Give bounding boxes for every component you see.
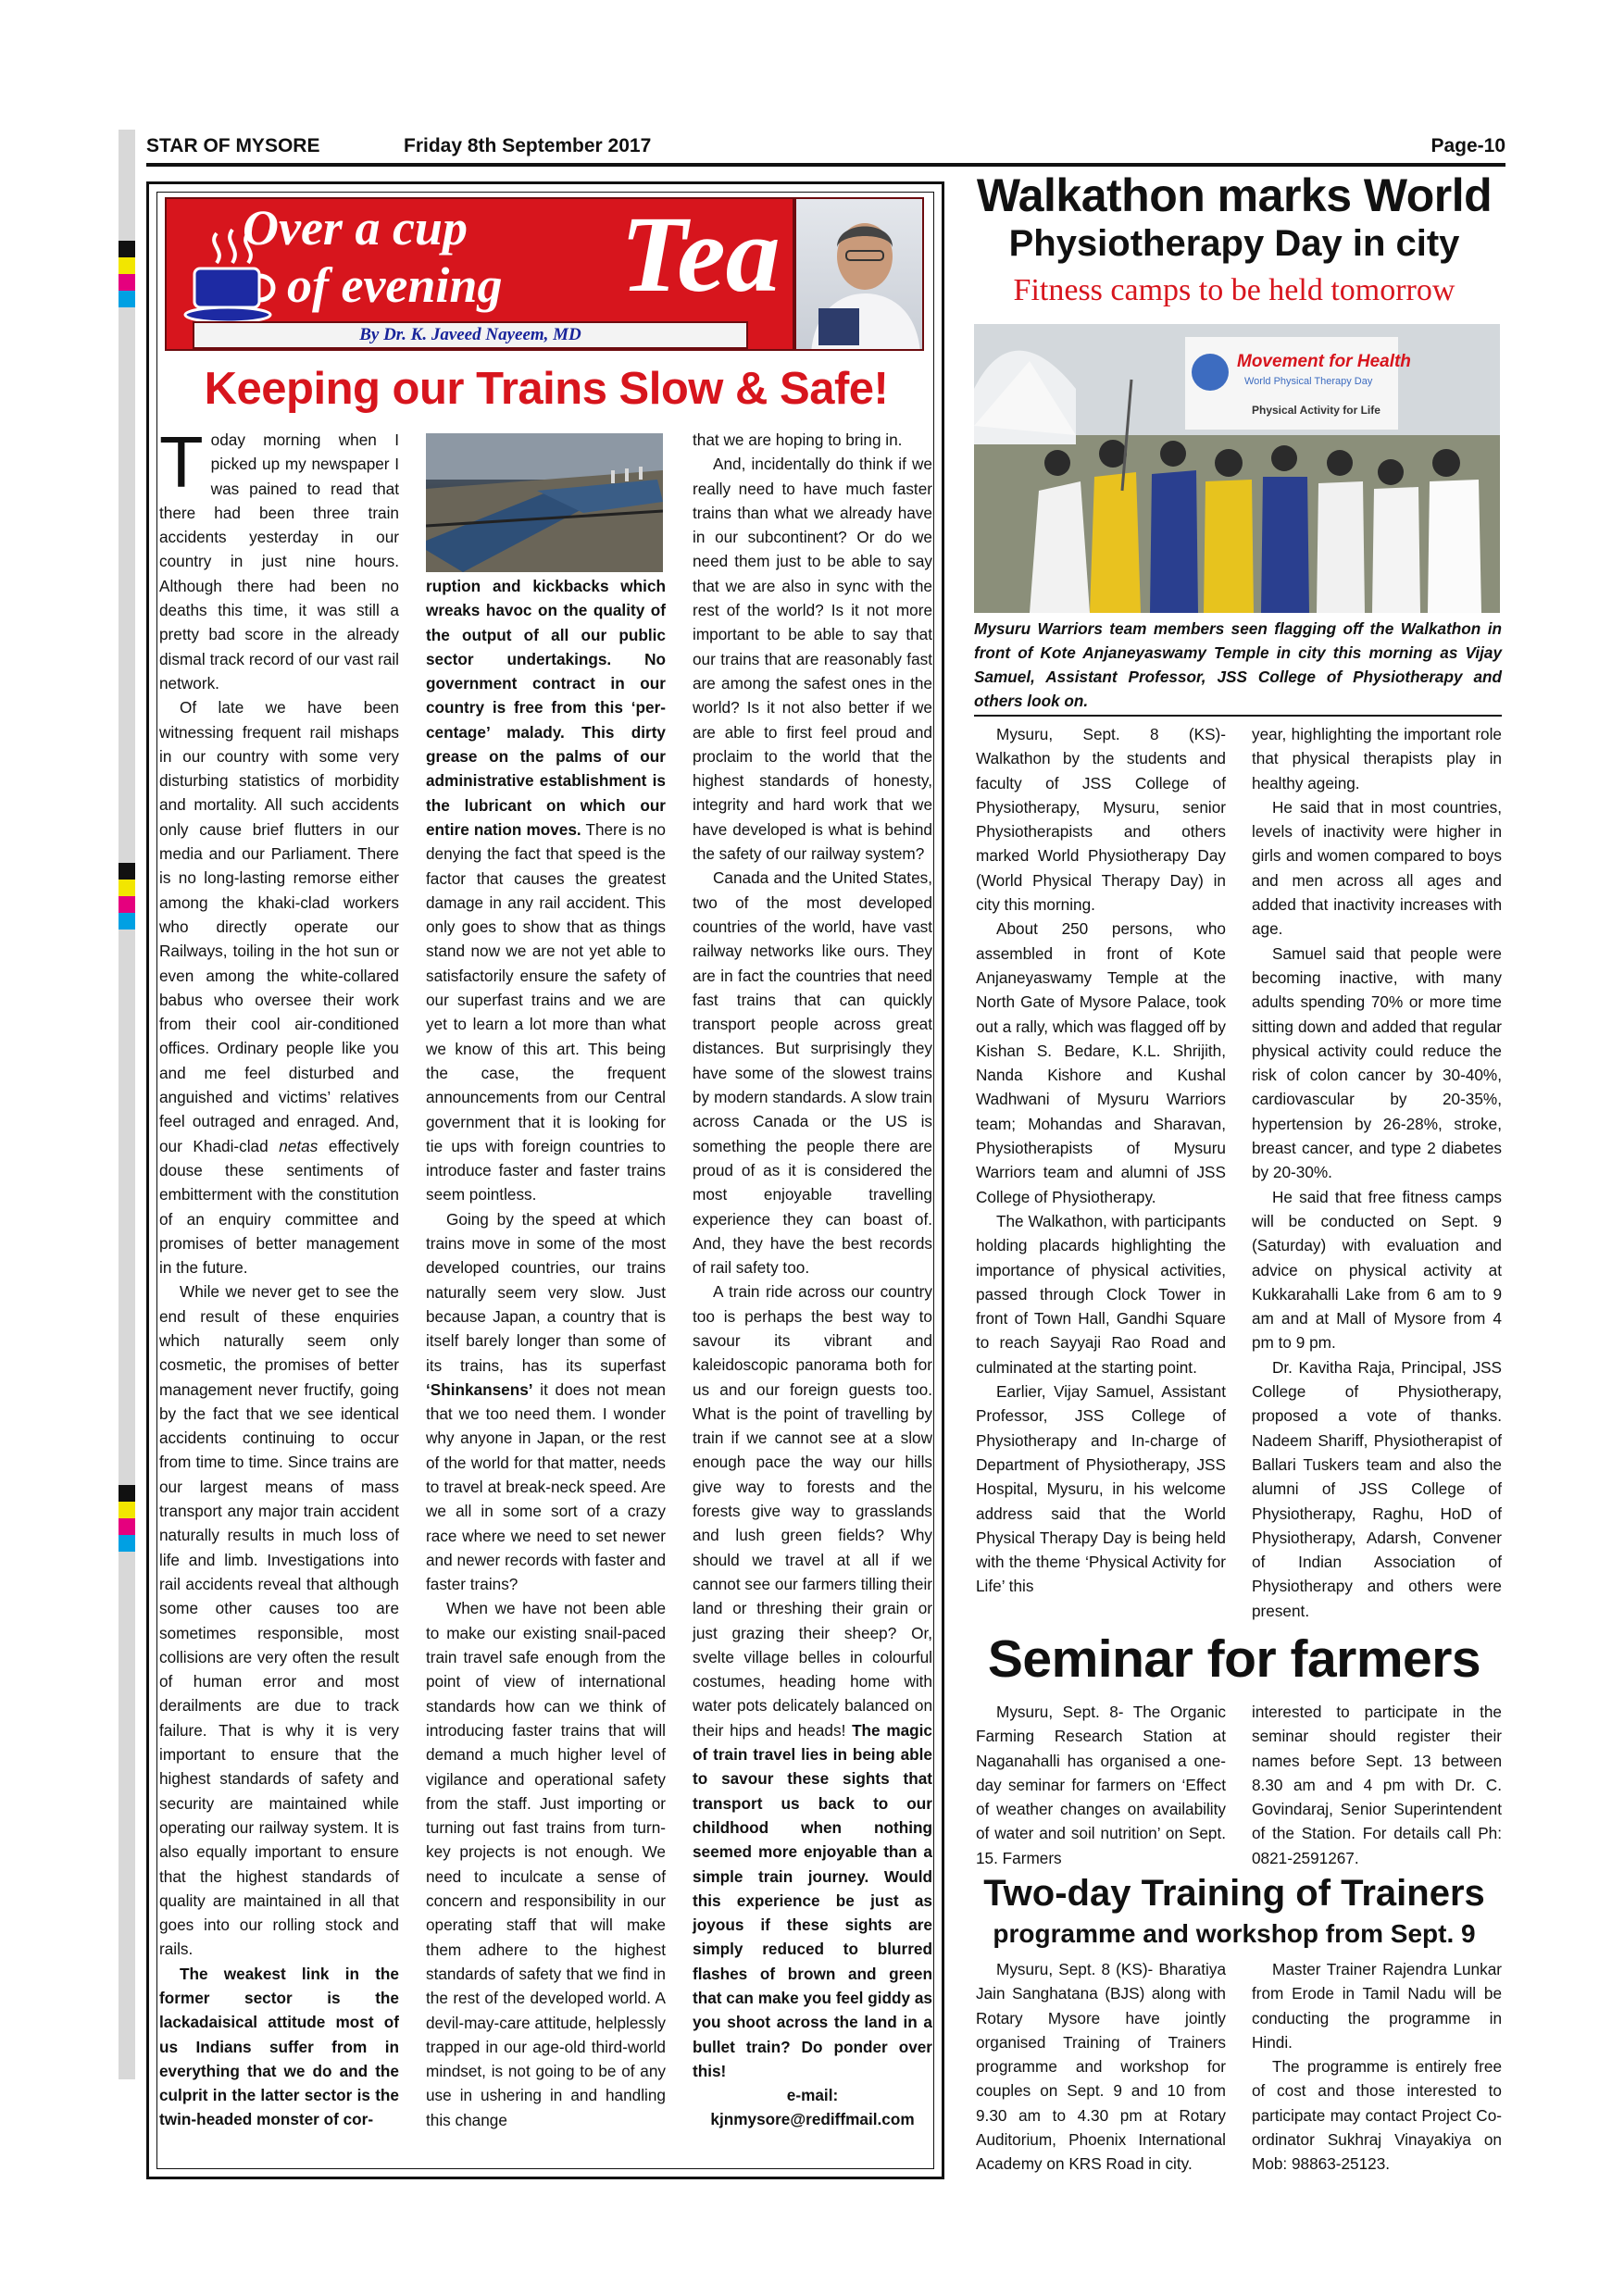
article-paragraph: Mysuru, Sept. 8- The Organic Farming Research Station at Naganahalli has organised a one-day seminar for farmers on ‘Effect of weather changes on availability of water and soil nutrition’ on Sept. 15. Farmers (976, 1703, 1226, 1867)
seminar-text-1 (976, 1700, 1226, 1870)
article-paragraph: And, incidentally do think if we really need to have much faster trains than what we already have in our subcontinent? Or do we need them just to be able to say that we are also in sync with the rest of the world? Is it not more important to be able to say that our trains that are reasonably fast are among the safest ones in the world? Is it not also better if we are able to first feel proud and proclaim to the world that the highest standards of honesty, integrity and hard work that we have developed is what is behind the safety of our railway system? (693, 455, 932, 864)
article-paragraph: When we have not been able to make our existing snail-paced train travel safe enough from the point of view of international standards how can we think of introducing faster trains that will demand a much higher level of vigilance and operational safety from the staff. Just importing or turning out fast trains from turn-key projects is not enough. We need to inculcate a sense of concern and responsibility in our operating staff that will make them adhere to the highest standards of safety that we find in the rest of the developed world. A devil-may-care attitude, helplessly trapped in our age-old third-world mindset, is not going to be of any use in ushering in and handling this change (426, 1599, 666, 2129)
article-paragraph: Earlier, Vijay Samuel, Assistant Professor, JSS College of Physiotherapy and In-charge of Department of Physiotherapy, JSS Hospital, Mysuru, in his welcome address said that the World Physical Therapy Day is being held with the theme ‘Physical Activity for Life’ this (976, 1382, 1226, 1596)
article-paragraph: The Walkathon, with participants holding placards highlighting the importance of physical activities, passed through Clock Tower in front of Town Hall, Gandhi Square to reach Sayyaji Rao Road and culminated at the starting point. (976, 1211, 1226, 1377)
column-headline: Keeping our Trains Slow & Safe! (204, 364, 889, 414)
article-paragraph: Of late we have been witnessing frequent rail mishaps in our country with some very disturbing statistics of morbidity and mortality. All such accidents only cause brief flutters in our media and our Parliament. There is no long-lasting remorse either among the khaki-clad workers who directly operate our Railways, toiling in the hot sun or even among the white-collared babus who oversee their work from their cool air-conditioned offices. Ordinary people like you and me feel disturbed and anguished and victims’ relatives feel outraged and enraged. And, our Khadi-clad netas effectively douse these sentiments of embitterment with the constitution of an enquiry committee and promises of better management in the future. (159, 698, 399, 1278)
placard-title: Movement for Health (1237, 352, 1411, 371)
article-paragraph: The programme is entirely free of cost and those interested to participate may contact Project Co-ordinator Sukhraj Vinayakiya on Mob: 98863-25123. (1252, 2057, 1502, 2174)
email-label: e-mail: (786, 2086, 839, 2105)
article-paragraph: Going by the speed at which trains move in some of the most developed countries, our trains naturally seem very slow. Just because Japan, a country that is itself barely longer than some of its trains, has its superfast ‘Shinkansens’ it does not mean that we too need them. I wonder why anyone in Japan, or the rest of the world for that matter, needs to travel at break-neck speed. Are we all in some sort of a crazy race where we need to set newer and newer records with faster and faster trains? (426, 1209, 666, 1594)
article-paragraph: A train ride across our country too is perhaps the best way to savour its vibrant and kaleidoscopic panorama both for us and our foreign guests too. What is the point of travelling by train if we cannot see at a slow enough pace the way our hills give way to forests and the forests give way to grasslands and lush green fields? Why should we travel at all if we cannot see our farmers tilling their land or threshing their grain or just grazing their sheep? Or, svelte village belles in colourful costumes, heading home with water pots delicately balanced on their hips and heads! The magic of train travel lies in being able to savour these sights that transport us back to our childhood when nothing seemed more enjoyable than a simple train journey. Would this experience be just as joyous if these sights are simply reduced to blurred flashes of brown and green that can make you feel giddy as you shoot across the land in a bullet train? Do ponder over this! (693, 1282, 932, 2080)
column-text-2 (426, 574, 666, 2132)
banner-line-1: Over a cup (243, 200, 468, 256)
article-paragraph: Samuel said that people were becoming inactive, with many adults spending 70% or more time sitting down and added that regular physical activity could reduce the risk of colon cancer by 30-40%, cardiovascular by 20-35%, hypertension by 26-28%, stroke, breast cancer, and type 2 diabetes by 20-30%. (1252, 943, 1502, 1182)
seminar-text-2 (1252, 1700, 1502, 1870)
article-paragraph: interested to participate in the seminar should register their names before Sept. 13 between 8.30 am and 4 pm with Dr. C. Govindaraj, Senior Superintendent of the Station. For details call Ph: 0821-2591267. (1252, 1703, 1502, 1867)
article-paragraph: While we never get to see the end result of these enquiries which naturally seem only cosmetic, the promises of better management never fructify, going by the fact that we see identical accidents continuing to occur from time to time. Since trains are our largest means of mass transport any major train accident naturally results in much loss of life and limb. Investigations into rail accidents reveal that although some other causes too are sometimes responsible, most collisions are very often the result of human error and most derailments are due to track failure. That is why it is very important to ensure that the highest standards of safety and security are maintained while operating our railway system. It is also equally important to ensure that the highest standards of quality are maintained in all that goes into our rolling stock and rails. (159, 1282, 399, 1959)
article-paragraph: He said that in most countries, levels of inactivity were higher in girls and women compared to boys and men across all ages and added that inactivity increases with age. (1252, 797, 1502, 939)
seminar-headline: Seminar for farmers (987, 1629, 1481, 1689)
masthead-rule (146, 163, 1505, 167)
article-paragraph: Master Trainer Rajendra Lunkar from Erode in Tamil Nadu will be conducting the programme in Hindi. (1252, 1960, 1502, 2052)
walkathon-text-1 (976, 722, 1226, 1599)
walkathon-headline: Walkathon marks World (976, 169, 1493, 221)
placard-subtitle: World Physical Therapy Day (1244, 376, 1373, 387)
banner-tea: Tea (620, 193, 781, 315)
registration-bar-top (119, 130, 135, 2079)
training-headline: Two-day Training of Trainers (983, 1873, 1485, 1914)
walkathon-text-2 (1252, 722, 1502, 1623)
article-paragraph: Mysuru, Sept. 8 (KS)- Bharatiya Jain Sanghatana (BJS) along with Rotary Mysore have jointly organised Training of Trainers programme and workshop for couples on Sept. 9 and 10 from 9.30 am to 4.30 pm at Rotary Auditorium, Phoenix International Academy on KRS Road in city. (976, 1960, 1226, 2174)
issue-date: Friday 8th September 2017 (404, 135, 652, 156)
article-paragraph: He said that free fitness camps will be conducted on Sept. 9 (Saturday) with evaluation and advice on physical activity at Kukkarahalli Lake from 6 am to 9 am and at Mall of Mysore from 4 pm to 9 pm. (1252, 1187, 1502, 1353)
article-paragraph: The weakest link in the former sector is the lackadaisical attitude most of us Indians suffer from in everything that we do and the culprit in the latter sector is the twin-headed monster of cor- (159, 1964, 399, 2129)
walkathon-photo (974, 324, 1500, 613)
training-text-1 (976, 1957, 1226, 2177)
author-portrait (794, 197, 924, 351)
walkathon-kicker: Fitness camps to be held tomorrow (1013, 273, 1455, 307)
article-paragraph: About 250 persons, who assembled in front of Kote Anjaneyaswamy Temple at the North Gate of Mysore Palace, took out a rally, which was flagged off by Kishan S. Bedare, K.L. Shrijith, Nanda Kishore and Kushal Wadhwani of Mysuru Warriors team; Mohandas and Sharavan, Physiotherapists of Mysuru Warriors team and alumni of JSS College of Physiotherapy. (976, 919, 1226, 1206)
byline: By Dr. K. Javeed Nayeem, MD (193, 321, 748, 349)
article-paragraph: Mysuru, Sept. 8 (KS)- Walkathon by the students and faculty of JSS College of Physiotherapy, Mysuru, senior Physiotherapists and others marked World Physiotherapy Day (World Physical Therapy Day) in city this morning. (976, 725, 1226, 915)
article-paragraph: Today morning when I picked up my newspaper I was pained to read that there had been three train accidents yesterday in our country in just nine hours. Although there had been no deaths this time, it was still a pretty bad score in the already dismal track record of our vast rail network. (159, 421, 399, 693)
page-number: Page-10 (1430, 135, 1505, 156)
article-paragraph: that we are hoping to bring in. (693, 430, 903, 449)
masthead (146, 135, 1505, 163)
training-subheadline: programme and workshop from Sept. 9 (993, 1919, 1476, 1948)
author-email-link[interactable]: kjnmysore@rediffmail.com (710, 2110, 915, 2129)
article-paragraph: Dr. Kavitha Raja, Principal, JSS College of Physiotherapy, proposed a vote of thanks. Nadeem Shariff, Physiotherapist of Ballari Tuskers team and also the alumni of JSS College of Physiotherapy, Raghu, HoD of Physiotherapy, Adarsh, Convener of Indian Association of Physiotherapy and others were present. (1252, 1357, 1502, 1620)
walkathon-subheadline: Physiotherapy Day in city (1008, 223, 1460, 264)
placard-theme: Physical Activity for Life (1252, 404, 1380, 417)
photo-caption: Mysuru Warriors team members seen flagging off the Walkathon in front of Kote Anjaneyaswamy Temple in city this morning as Vijay Samuel, Assistant Professor, JSS College of Physiotherapy and others look on. (974, 619, 1502, 710)
article-paragraph: year, highlighting the important role that physical therapists play in healthy ageing. (1252, 725, 1502, 792)
column-text-1 (159, 421, 399, 2132)
caption-rule (974, 715, 1502, 717)
drop-cap: T (159, 421, 204, 503)
paper-name: STAR OF MYSORE (146, 135, 320, 156)
article-paragraph: Canada and the United States, two of the most developed countries of the world, have vast railway networks like ours. They are in fact the countries that need fast trains that can quickly transport people across great distances. But surprisingly they have some of the slowest trains by modern standards. A slow train across Canada or the US is something the people there are proud of as it is considered the most enjoyable travelling experience they can boast of. And, they have the best records of rail safety too. (693, 868, 932, 1278)
column-text-3 (693, 428, 932, 2132)
banner-line-2: of evening (287, 257, 503, 313)
training-text-2 (1252, 1957, 1502, 2177)
train-accident-photo (426, 433, 663, 572)
article-paragraph: ruption and kickbacks which wreaks havoc on the quality of the output of all our public sector undertakings. No government contract in our country is free from this ‘per-centage’ malady. This dirty grease on the palms of our administrative establishment is the lubricant on which our entire nation moves. There is no denying the fact that speed is the factor that causes the greatest damage in any rail accident. This only goes to show that as things stand now we are not yet able to satisfactorily ensure the safety of our superfast trains and we are yet to learn a lot more than what we know of this art. This being the case, the frequent announcements from our Central government that it is looking for tie ups with foreign countries to introduce faster and faster trains seem pointless. (426, 577, 666, 1204)
